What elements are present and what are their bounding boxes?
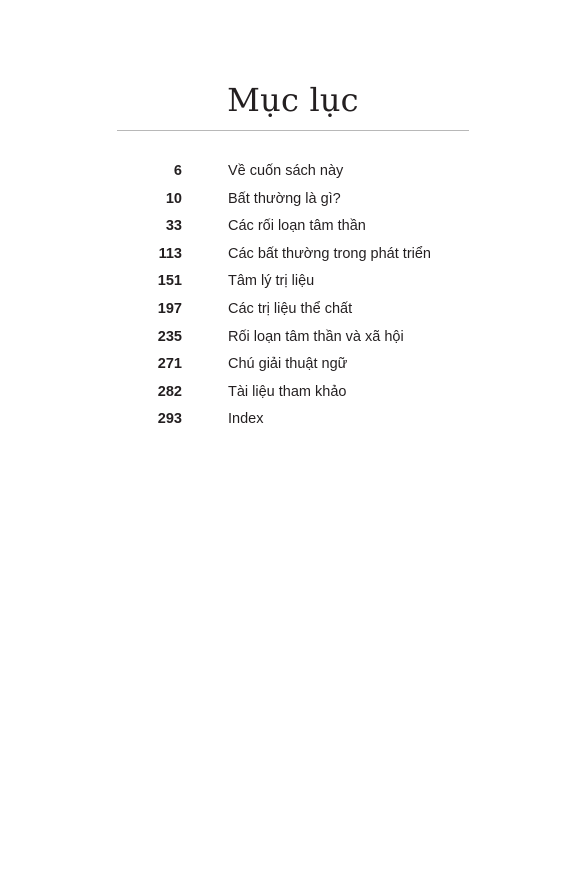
toc-page-number: 6 xyxy=(173,163,182,179)
toc-entry-title: Chú giải thuật ngữ xyxy=(228,356,348,373)
toc-entry xyxy=(0,324,586,352)
toc-entry-title: Các rối loạn tâm thần xyxy=(228,218,366,235)
toc-page-number: 151 xyxy=(157,273,182,290)
toc-entry xyxy=(0,379,586,407)
toc-entry-title: Index xyxy=(228,411,264,428)
toc-entry-title: Các trị liệu thể chất xyxy=(228,300,353,317)
page-title: Mục lục xyxy=(227,81,359,119)
toc-entry xyxy=(0,241,586,269)
table-of-contents xyxy=(0,158,586,434)
toc-page-number: 271 xyxy=(157,356,182,373)
toc-page-number: 197 xyxy=(157,300,182,317)
toc-entry xyxy=(0,296,586,324)
toc-entry-title: Tâm lý trị liệu xyxy=(228,273,315,290)
toc-entry xyxy=(0,351,586,379)
toc-entry-title: Các bất thường trong phát triển xyxy=(228,245,431,262)
toc-entry xyxy=(0,213,586,241)
toc-page-number: 282 xyxy=(157,383,182,400)
toc-page-number: 235 xyxy=(157,328,182,345)
toc-page-number: 113 xyxy=(158,245,182,262)
toc-entry-title: Rối loạn tâm thần và xã hội xyxy=(228,328,404,345)
toc-entry xyxy=(0,406,586,434)
toc-entry xyxy=(0,186,586,214)
toc-page-number: 33 xyxy=(165,218,182,235)
toc-entry-title: Bất thường là gì? xyxy=(228,190,341,207)
toc-entry xyxy=(0,268,586,296)
toc-page-number: 10 xyxy=(165,190,182,207)
toc-entry-title: Về cuốn sách này xyxy=(228,163,344,179)
toc-entry-title: Tài liệu tham khảo xyxy=(228,383,347,400)
title-divider xyxy=(117,130,469,131)
toc-page-number: 293 xyxy=(157,411,182,428)
toc-entry xyxy=(0,158,586,186)
